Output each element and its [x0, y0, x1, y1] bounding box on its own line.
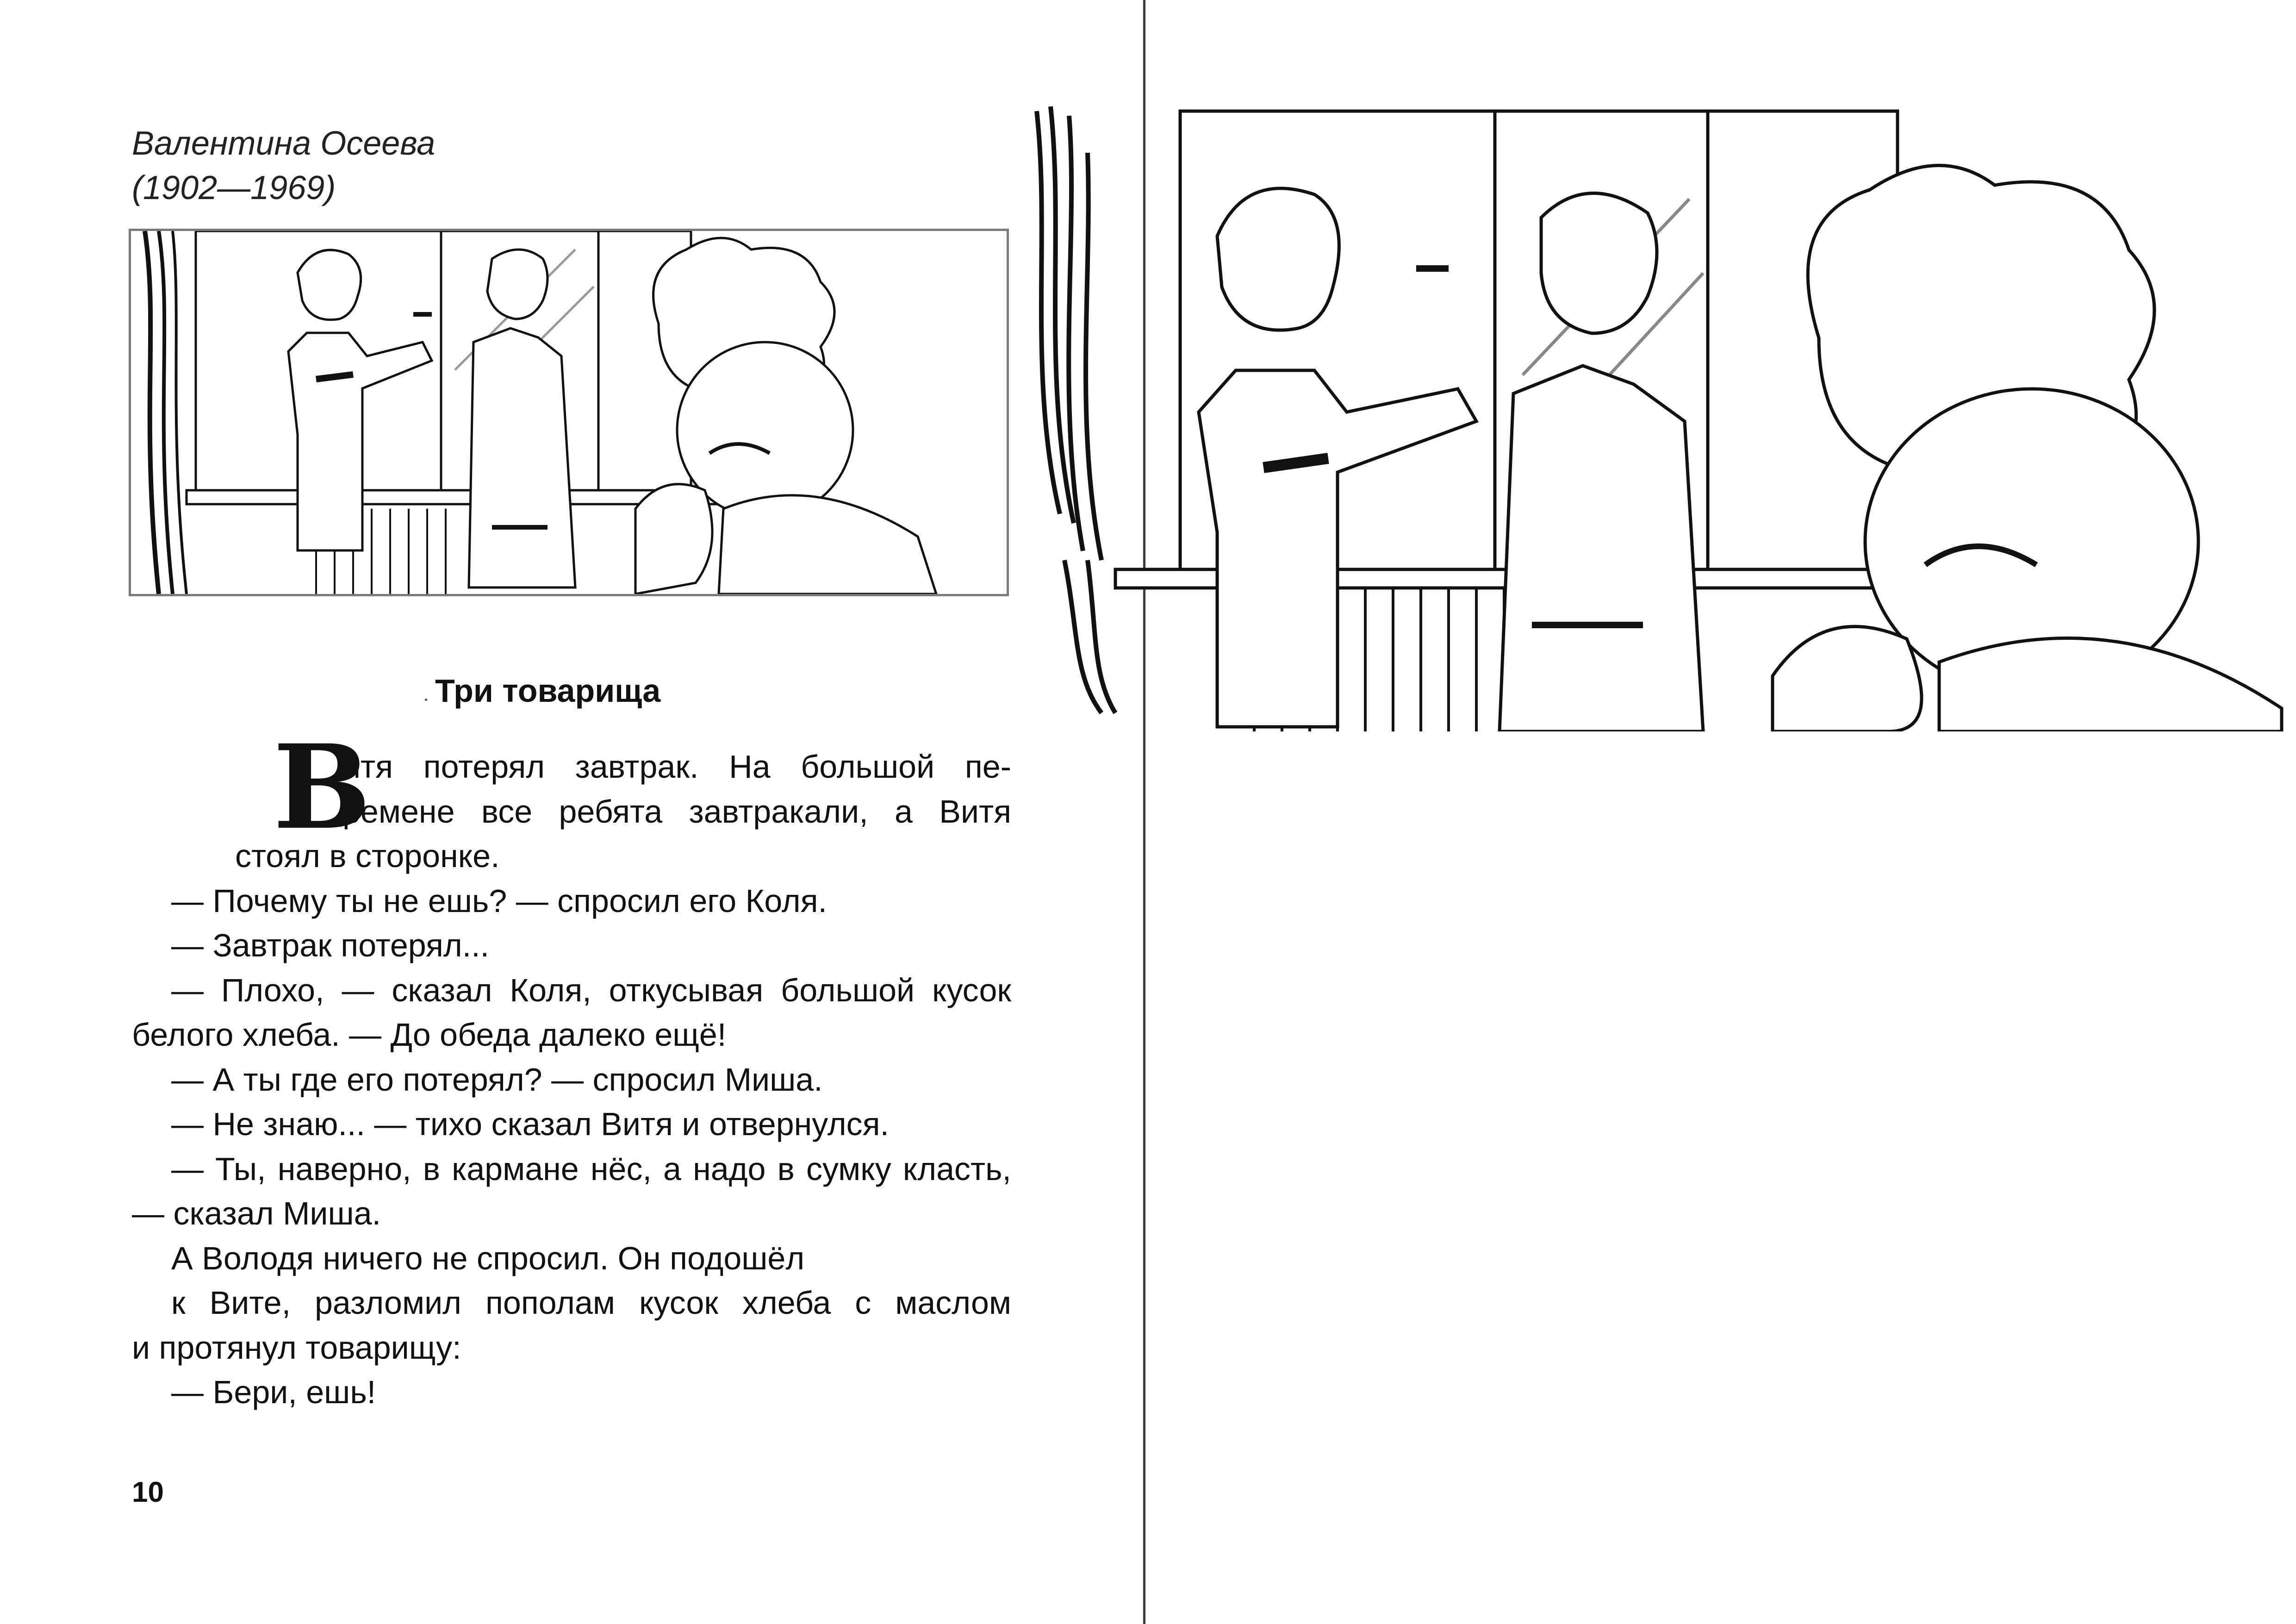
text-line: к Вите, разломил пополам кусок хлеба с маслом [171, 1285, 1011, 1321]
boys-sharing-bread-illustration-icon [1023, 97, 2291, 731]
story-body [132, 744, 1011, 1415]
print-speck [425, 699, 427, 701]
author-name: Валентина Осеева [132, 125, 436, 162]
story-illustration-small [129, 229, 1009, 596]
text-line: — Почему ты не ешь? — спросил его Коля. [171, 882, 827, 919]
text-line: ремене все ребята завтракали, а Витя [342, 793, 1011, 830]
text-line: — сказал Миша. [132, 1195, 381, 1231]
text-line: — Бери, ешь! [171, 1374, 376, 1410]
text-line: белого хлеба. — До обеда далеко ещё! [132, 1017, 727, 1053]
text-line: — Завтрак потерял... [171, 927, 490, 963]
page-number: 10 [132, 1476, 164, 1508]
text-line: итя потерял завтрак. На большой пе- [342, 749, 1011, 785]
text-line: — Плохо, — сказал Коля, откусывая большой кусок [171, 972, 1011, 1008]
drop-cap: В [273, 719, 371, 855]
boys-sharing-bread-illustration-icon [131, 231, 1007, 594]
text-line: и протянул товарищу: [132, 1329, 461, 1366]
author-block [132, 121, 435, 210]
story-title: Три товарища [435, 673, 661, 709]
text-line: — Не знаю... — тихо сказал Витя и отвернулся. [171, 1106, 889, 1142]
text-line: стоял в сторонке. [235, 838, 500, 874]
text-line: А Володя ничего не спросил. Он подошёл [171, 1240, 805, 1276]
text-line: — Ты, наверно, в кармане нёс, а надо в сумку класть, [171, 1150, 1011, 1187]
author-years: (1902—1969) [132, 169, 336, 206]
story-illustration-large [1023, 97, 2291, 731]
text-line: — А ты где его потерял? — спросил Миша. [171, 1061, 823, 1098]
left-page [0, 0, 1143, 1624]
